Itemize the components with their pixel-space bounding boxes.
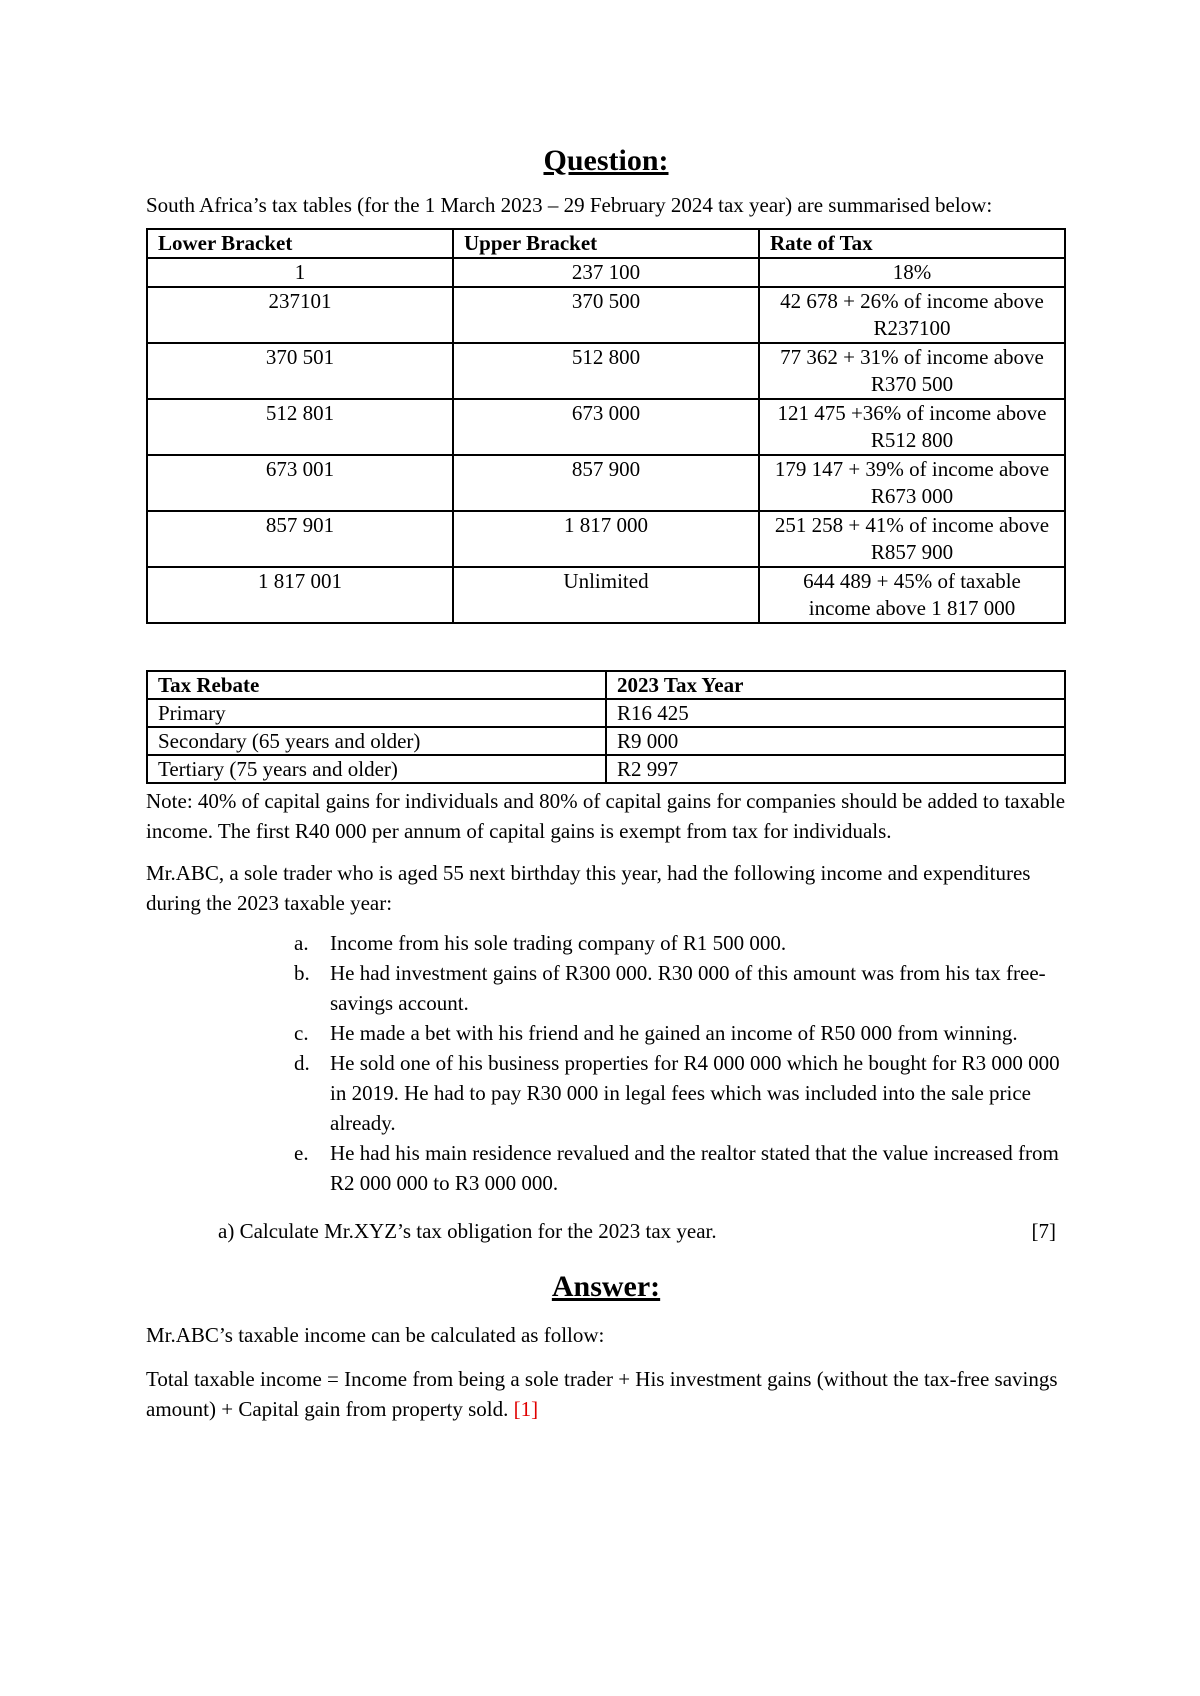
question-heading: Question: bbox=[543, 144, 669, 177]
tax-rebate-table bbox=[146, 670, 1066, 784]
list-item bbox=[294, 928, 1066, 958]
scenario-paragraph: Mr.ABC, a sole trader who is aged 55 next birthday this year, had the following income and expenditures during the 2023 taxable year: bbox=[146, 861, 1031, 915]
table-cell: 370 500 bbox=[453, 287, 759, 343]
list-marker: c. bbox=[294, 1021, 309, 1045]
answer-total-text: Total taxable income = Income from being a sole trader + His investment gains (without the tax-free savings amount) + Capital gain from property sold. bbox=[146, 1367, 1058, 1421]
income-items-list bbox=[146, 928, 1066, 1198]
table-cell: 857 900 bbox=[453, 455, 759, 511]
table-cell: 237101 bbox=[147, 287, 453, 343]
table-cell: 251 258 + 41% of income above R857 900 bbox=[759, 511, 1065, 567]
table-row bbox=[147, 567, 1065, 623]
tax-brackets-table bbox=[146, 228, 1066, 624]
task-marks: [7] bbox=[1031, 1219, 1056, 1243]
list-marker: a. bbox=[294, 931, 309, 955]
table-cell: 370 501 bbox=[147, 343, 453, 399]
intro-paragraph: South Africa’s tax tables (for the 1 March 2023 – 29 February 2024 tax year) are summarised below: bbox=[146, 193, 993, 217]
table-cell: Secondary (65 years and older) bbox=[147, 727, 606, 755]
table-cell: R2 997 bbox=[606, 755, 1065, 783]
task-text: a) Calculate Mr.XYZ’s tax obligation for the 2023 tax year. bbox=[218, 1219, 717, 1243]
answer-intro: Mr.ABC’s taxable income can be calculated as follow: bbox=[146, 1323, 605, 1347]
table-cell: 673 000 bbox=[453, 399, 759, 455]
table-cell: 179 147 + 39% of income above R673 000 bbox=[759, 455, 1065, 511]
column-header: Lower Bracket bbox=[147, 229, 453, 258]
table-cell: 18% bbox=[759, 258, 1065, 287]
table-header-row bbox=[147, 671, 1065, 699]
list-item-text: He made a bet with his friend and he gained an income of R50 000 from winning. bbox=[330, 1021, 1018, 1045]
list-item bbox=[294, 1048, 1066, 1138]
table-row bbox=[147, 287, 1065, 343]
table-cell: 77 362 + 31% of income above R370 500 bbox=[759, 343, 1065, 399]
list-item bbox=[294, 958, 1066, 1018]
list-marker: d. bbox=[294, 1051, 310, 1075]
table-cell: R9 000 bbox=[606, 727, 1065, 755]
table-cell: 512 800 bbox=[453, 343, 759, 399]
table-row bbox=[147, 455, 1065, 511]
table-cell: 237 100 bbox=[453, 258, 759, 287]
column-header: Upper Bracket bbox=[453, 229, 759, 258]
table-row bbox=[147, 511, 1065, 567]
list-item-text: He sold one of his business properties for R4 000 000 which he bought for R3 000 000 in 2019. He had to pay R30 000 in legal fees which was included into the sale price already. bbox=[330, 1051, 1060, 1135]
answer-total-paragraph bbox=[146, 1364, 1066, 1424]
answer-heading: Answer: bbox=[551, 1270, 661, 1303]
table-cell: R16 425 bbox=[606, 699, 1065, 727]
list-item-text: Income from his sole trading company of R1 500 000. bbox=[330, 931, 787, 955]
table-cell: 857 901 bbox=[147, 511, 453, 567]
table-cell: 512 801 bbox=[147, 399, 453, 455]
table-cell: Unlimited bbox=[453, 567, 759, 623]
table-cell: Primary bbox=[147, 699, 606, 727]
table-cell: 1 bbox=[147, 258, 453, 287]
column-header: Tax Rebate bbox=[147, 671, 606, 699]
list-marker: e. bbox=[294, 1141, 309, 1165]
answer-mark: [1] bbox=[513, 1397, 539, 1421]
table-cell: 42 678 + 26% of income above R237100 bbox=[759, 287, 1065, 343]
column-header: Rate of Tax bbox=[759, 229, 1065, 258]
table-row bbox=[147, 755, 1065, 783]
list-marker: b. bbox=[294, 961, 310, 985]
table-cell: Tertiary (75 years and older) bbox=[147, 755, 606, 783]
table-cell: 1 817 001 bbox=[147, 567, 453, 623]
list-item bbox=[294, 1018, 1066, 1048]
task-line bbox=[146, 1216, 1066, 1246]
list-item bbox=[294, 1138, 1066, 1198]
column-header: 2023 Tax Year bbox=[606, 671, 1065, 699]
table-cell: 1 817 000 bbox=[453, 511, 759, 567]
table-row bbox=[147, 727, 1065, 755]
list-item-text: He had his main residence revalued and the realtor stated that the value increased from R2 000 000 to R3 000 000. bbox=[330, 1141, 1059, 1195]
table-row bbox=[147, 399, 1065, 455]
capital-gains-note: Note: 40% of capital gains for individuals and 80% of capital gains for companies should be added to taxable income. The first R40 000 per annum of capital gains is exempt from tax for individuals. bbox=[146, 789, 1066, 843]
table-cell: 673 001 bbox=[147, 455, 453, 511]
table-cell: 121 475 +36% of income above R512 800 bbox=[759, 399, 1065, 455]
table-row bbox=[147, 258, 1065, 287]
table-row bbox=[147, 699, 1065, 727]
list-item-text: He had investment gains of R300 000. R30 000 of this amount was from his tax free-savings account. bbox=[330, 961, 1046, 1015]
table-cell: 644 489 + 45% of taxable income above 1 817 000 bbox=[759, 567, 1065, 623]
table-header-row bbox=[147, 229, 1065, 258]
document-page bbox=[146, 140, 1066, 1424]
table-row bbox=[147, 343, 1065, 399]
